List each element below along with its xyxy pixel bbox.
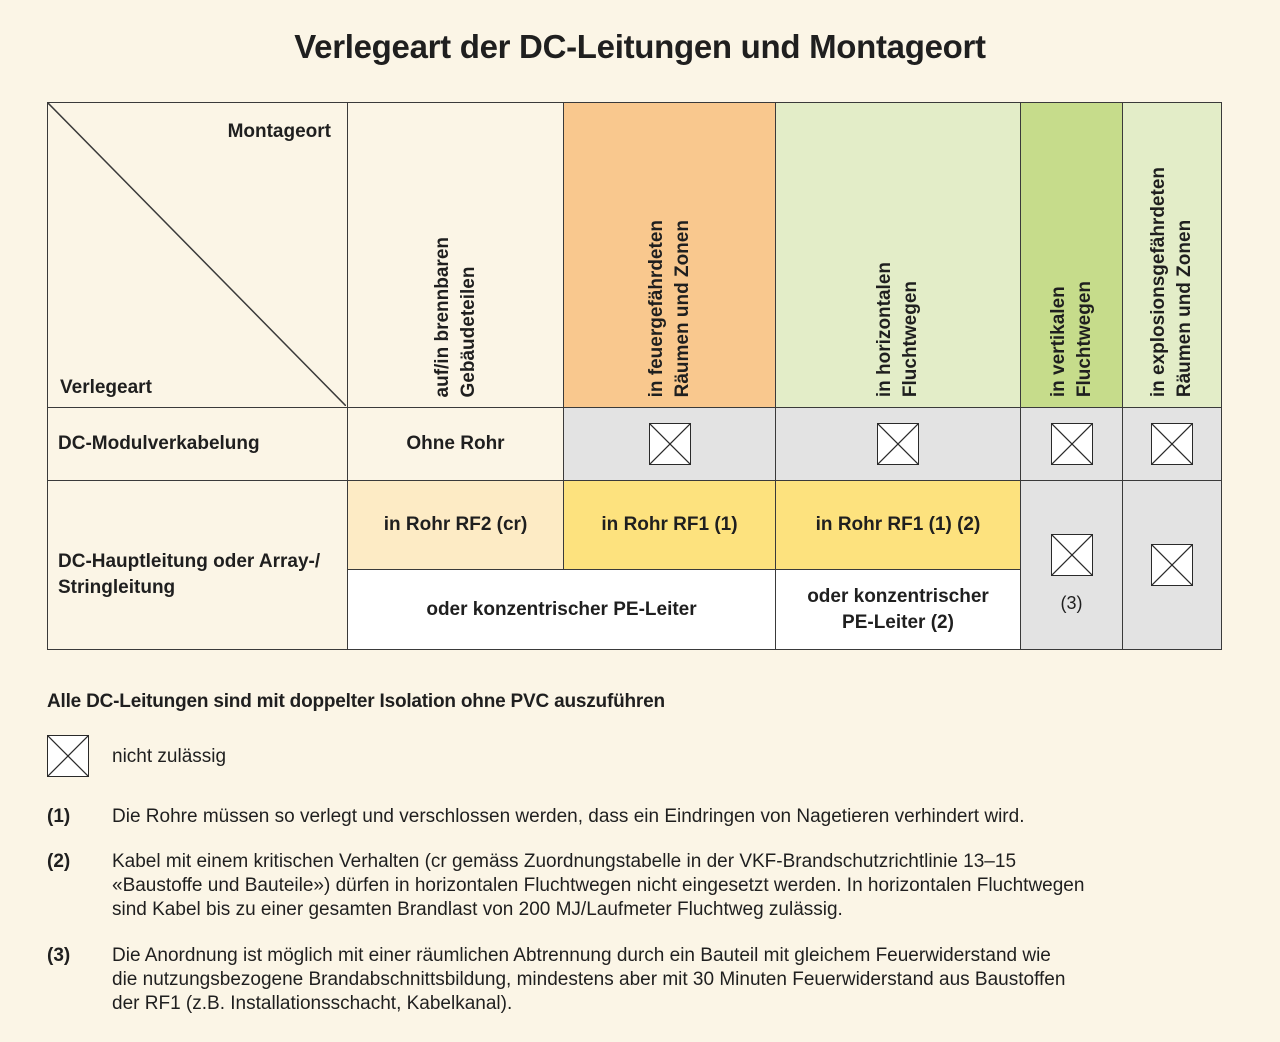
corner-cell [47, 102, 348, 408]
column-header-line2: Fluchtwegen [1073, 280, 1095, 397]
cell-pe-leiter-2 [775, 569, 1021, 650]
row-label-hauptleitung [47, 480, 348, 650]
diagonal-line [48, 103, 346, 406]
column-header-line1: in horizontalen [874, 261, 895, 397]
cell-pe-leiter: oder konzentrischer PE-Leiter [347, 569, 776, 650]
column-header-line1: in explosionsgefährdeten [1148, 166, 1169, 397]
notes-header: Alle DC-Leitungen sind mit doppelter Isolation ohne PVC auszuführen [47, 691, 665, 712]
row-label-line1: DC-Hauptleitung oder Array-/ [58, 551, 321, 572]
row-label-line2: Stringleitung [58, 577, 176, 598]
page-title: Verlegeart der DC-Leitungen und Montageort [294, 28, 986, 65]
column-header-brennbar [347, 102, 564, 408]
corner-top-label: Montageort [227, 121, 331, 142]
cell-not-allowed [1122, 480, 1222, 650]
column-header-horizontal [775, 102, 1021, 408]
note-text: Kabel mit einem kritischen Verhalten (cr gemäss Zuordnungstabelle in der VKF-Brandschutzrichtlinie 13–15 «Baustoffe und Bauteile») dürfen in horizontalen Fluchtwegen nicht eingesetzt werden. In horizontalen Fluchtwegen sind Kabel bis zu einer gesamten Brandlast von 200 MJ/Laufmeter Fluchtweg zulässig. [112, 851, 1085, 920]
cell-ohne-rohr: Ohne Rohr [347, 407, 564, 481]
corner-bottom-label: Verlegeart [60, 377, 152, 398]
column-header-line2: Räumen und Zonen [1174, 219, 1195, 397]
legend-not-allowed-icon [47, 735, 89, 777]
not-allowed-icon [1151, 544, 1193, 586]
not-allowed-icon [649, 423, 691, 465]
row-label-modulverkabelung: DC-Modulverkabelung [47, 407, 348, 481]
not-allowed-icon [1051, 423, 1093, 465]
cell-not-allowed [775, 407, 1021, 481]
pe2-line1: oder konzentrischer [807, 585, 989, 607]
column-header-vertikal [1020, 102, 1123, 408]
not-allowed-icon [877, 423, 919, 465]
cell-not-allowed [1020, 407, 1123, 481]
column-header-line1: in vertikalen [1047, 286, 1069, 397]
pe2-line2: PE-Leiter (2) [842, 611, 954, 633]
cell-rohr-rf1-2: in Rohr RF1 (1) (2) [775, 480, 1021, 570]
legend-label: nicht zulässig [112, 746, 227, 767]
note-text: Die Rohre müssen so verlegt und verschlossen werden, dass ein Eindringen von Nagetieren verhindert wird. [112, 806, 1025, 827]
note-ref-3: (3) [1060, 593, 1083, 613]
column-header-line2: Räumen und Zonen [671, 219, 693, 397]
cell-not-allowed [1122, 407, 1222, 481]
note-text: Die Anordnung ist möglich mit einer räumlichen Abtrennung durch ein Bauteil mit gleichem Feuerwiderstand wie die nutzungsbezogene Brandabschnittsbildung, mindestens aber mit 30 Minuten Feuerwiderstand aus Baustoffen der RF1 (z.B. Installationsschacht, Kabelkanal). [112, 945, 1066, 1014]
note-number: (1) [47, 806, 71, 827]
not-allowed-icon [1151, 423, 1193, 465]
note-number: (2) [47, 851, 71, 872]
column-header-line1: in feuergefährdeten [645, 219, 667, 397]
column-header-feuergefaehrdet [563, 102, 776, 408]
column-header-line2: Gebäudeteilen [457, 266, 479, 397]
cell-not-allowed-vertical [1020, 480, 1123, 650]
column-header-explosion [1122, 102, 1222, 408]
cell-not-allowed [563, 407, 776, 481]
column-header-line1: auf/in brennbaren [431, 236, 453, 397]
column-header-line2: Fluchtwegen [900, 280, 921, 397]
not-allowed-icon [1051, 534, 1093, 576]
note-number: (3) [47, 945, 71, 966]
cell-rohr-rf2: in Rohr RF2 (cr) [347, 480, 564, 570]
cell-rohr-rf1: in Rohr RF1 (1) [563, 480, 776, 570]
